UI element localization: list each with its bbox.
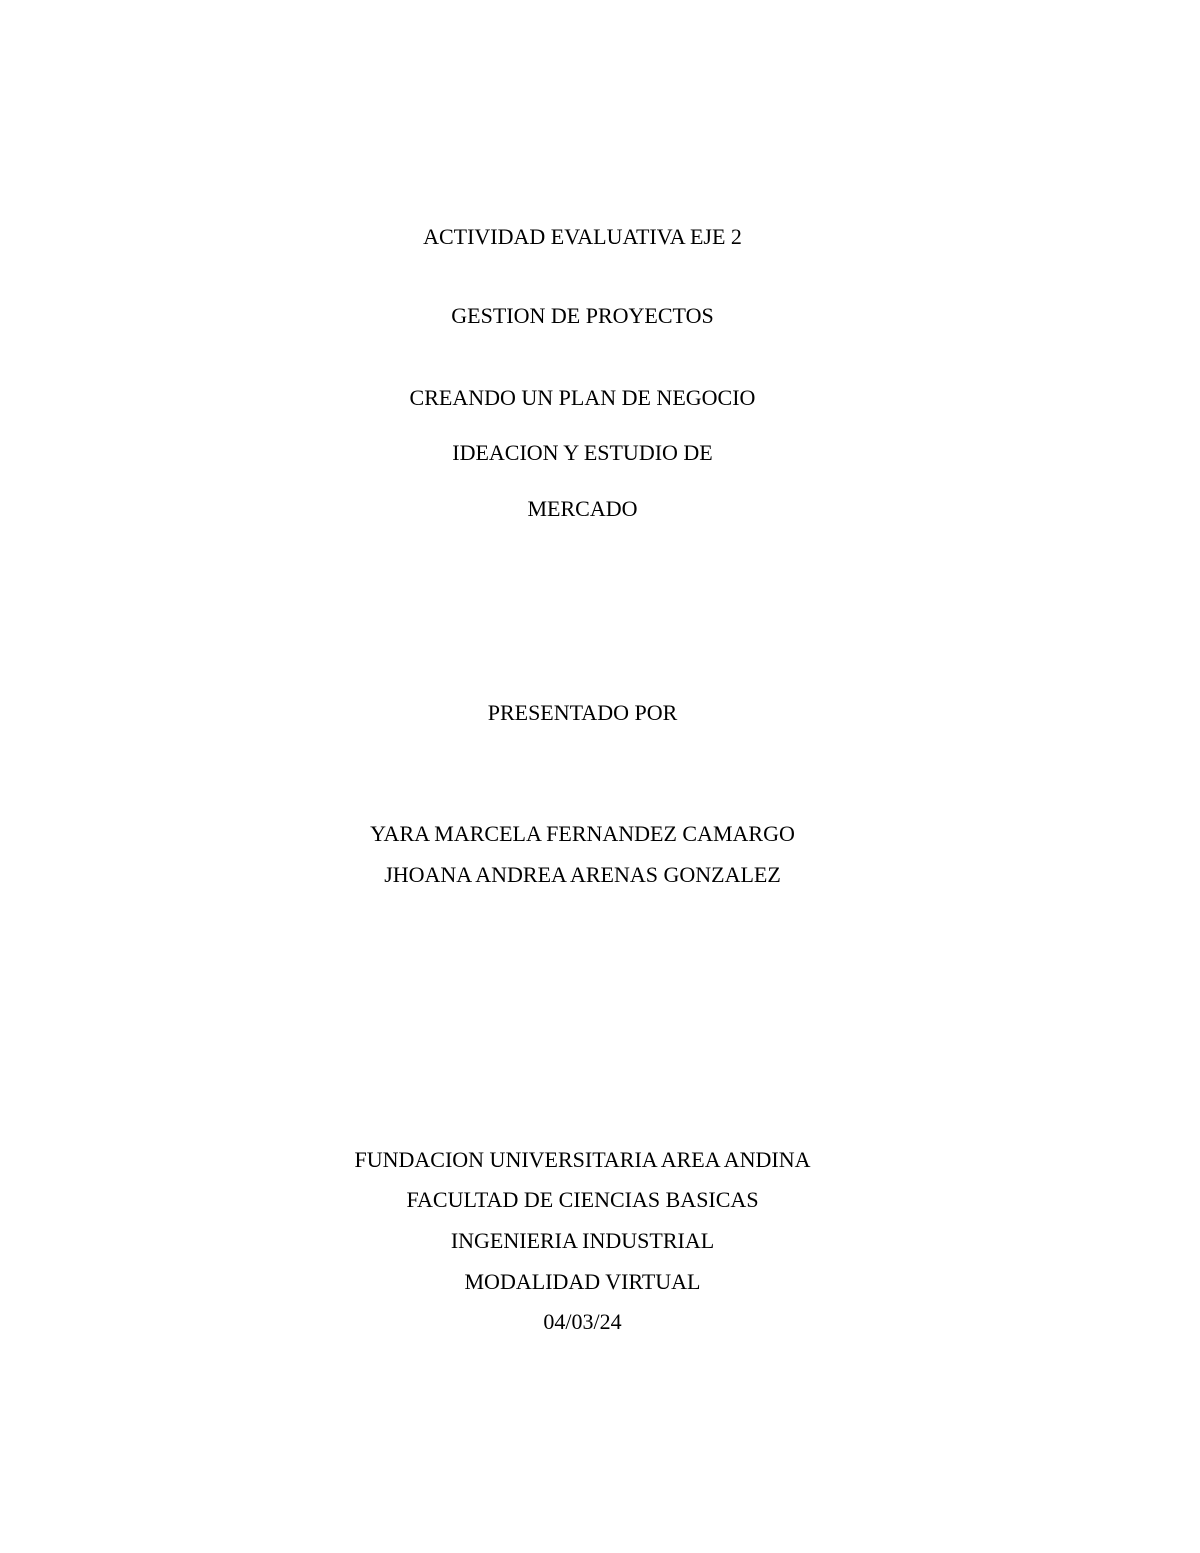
institution-line: MODALIDAD VIRTUAL (464, 1269, 701, 1294)
activity-heading: ACTIVIDAD EVALUATIVA EJE 2 (423, 224, 742, 249)
course-name: GESTION DE PROYECTOS (451, 303, 714, 328)
author-name: JHOANA ANDREA ARENAS GONZALEZ (384, 862, 781, 887)
document-date: 04/03/24 (543, 1309, 622, 1334)
institution-line: FUNDACION UNIVERSITARIA AREA ANDINA (354, 1147, 811, 1172)
title-line: IDEACION Y ESTUDIO DE (452, 440, 713, 465)
presented-by-heading: PRESENTADO POR (487, 700, 678, 725)
title-line: CREANDO UN PLAN DE NEGOCIO (409, 385, 756, 410)
author-name: YARA MARCELA FERNANDEZ CAMARGO (370, 821, 795, 846)
title-line: MERCADO (527, 496, 638, 521)
institution-line: FACULTAD DE CIENCIAS BASICAS (406, 1187, 759, 1212)
institution-line: INGENIERIA INDUSTRIAL (450, 1228, 715, 1253)
